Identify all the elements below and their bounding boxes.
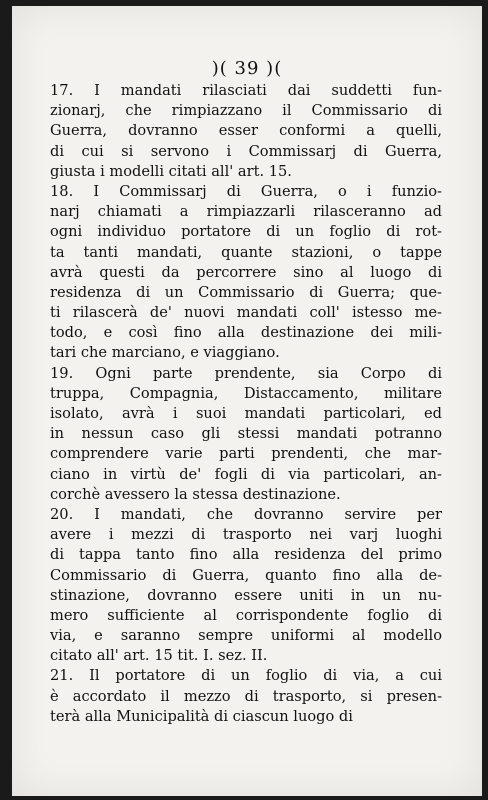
text-line: 19. Ogni parte prendente, sia Corpo di bbox=[50, 364, 442, 382]
text-line: 17. I mandati rilasciati dai suddetti fun- bbox=[50, 82, 442, 99]
text-line: 18. I Commissarj di Guerra, o i funzio- bbox=[50, 182, 442, 200]
paragraph bbox=[50, 182, 442, 364]
text-line: zionarj, che rimpiazzano il Commissario di bbox=[50, 102, 442, 120]
text-line: stinazione, dovranno essere uniti in un nu- bbox=[50, 586, 442, 604]
text-line: todo, e così fino alla destinazione dei mili- bbox=[50, 324, 442, 342]
text-line: è accordato il mezzo di trasporto, si presen- bbox=[50, 687, 442, 705]
text-line: ogni individuo portatore di un foglio di rot- bbox=[50, 223, 442, 241]
text-line: Commissario di Guerra, quanto fino alla de- bbox=[50, 566, 442, 584]
text-line: comprendere varie parti prendenti, che mar- bbox=[50, 445, 442, 463]
text-line: truppa, Compagnia, Distaccamento, militare bbox=[50, 384, 442, 402]
text-line: isolato, avrà i suoi mandati particolari, ed bbox=[50, 405, 442, 422]
text-line: in nessun caso gli stessi mandati potranno bbox=[50, 425, 442, 443]
text-line: via, e saranno sempre uniformi al modello bbox=[50, 627, 442, 645]
text-line: Guerra, dovranno esser conformi a quelli, bbox=[50, 122, 442, 140]
text-line: 20. I mandati, che dovranno servire per bbox=[50, 505, 442, 523]
text-line: ti rilascerà de' nuovi mandati coll' istesso me- bbox=[50, 304, 442, 322]
text-line: corchè avessero la stessa destinazione. bbox=[50, 485, 341, 503]
body-text bbox=[50, 81, 442, 727]
text-line: 21. Il portatore di un foglio di via, a cui bbox=[50, 667, 442, 685]
text-line: di tappa tanto fino alla residenza del primo bbox=[50, 546, 442, 564]
text-line: mero sufficiente al corrispondente foglio di bbox=[50, 606, 442, 624]
text-line: narj chiamati a rimpiazzarli rilasceranno ad bbox=[50, 203, 442, 221]
paragraph bbox=[50, 666, 442, 727]
paragraph bbox=[50, 364, 442, 505]
text-line: tari che marciano, e viaggiano. bbox=[50, 344, 280, 362]
text-line: ciano in virtù de' fogli di via particolari, an- bbox=[50, 465, 442, 483]
paragraph bbox=[50, 505, 442, 667]
text-line: di cui si servono i Commissarj di Guerra, bbox=[50, 142, 442, 160]
text-line: residenza di un Commissario di Guerra; que- bbox=[50, 283, 442, 301]
text-line: citato all' art. 15 tit. I. sez. II. bbox=[50, 647, 268, 665]
text-line: avrà questi da percorrere sino al luogo di bbox=[50, 263, 442, 281]
page-header: )( 39 )( bbox=[211, 58, 283, 79]
text-line: ta tanti mandati, quante stazioni, o tappe bbox=[50, 243, 442, 261]
document-page bbox=[12, 6, 482, 796]
paragraph bbox=[50, 81, 442, 182]
text-line: avere i mezzi di trasporto nei varj luoghi bbox=[50, 526, 442, 544]
text-line: giusta i modelli citati all' art. 15. bbox=[50, 162, 292, 180]
text-line: terà alla Municipalità di ciascun luogo di bbox=[50, 707, 353, 725]
